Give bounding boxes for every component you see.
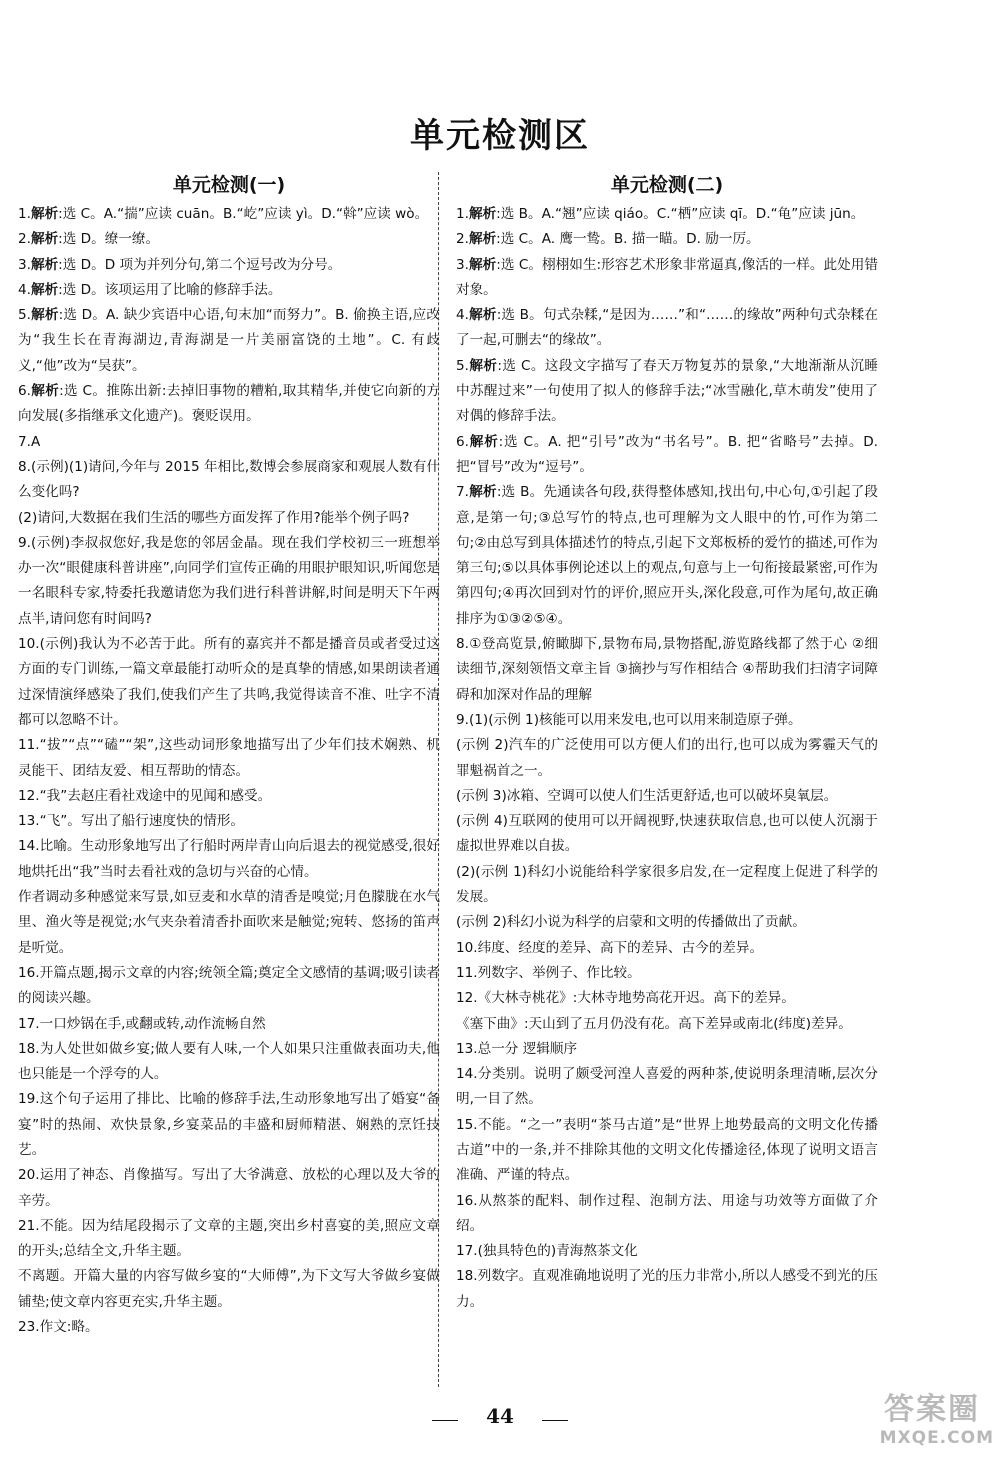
answer-text: 《塞下曲》:天山到了五月仍没有花。高下差异或南北(纬度)差异。 [456, 1015, 852, 1032]
answer-item [18, 455, 440, 506]
answer-item [18, 1012, 440, 1037]
answer-item [456, 480, 878, 632]
answer-text: 纬度、经度的差异、高下的差异、古今的差异。 [477, 939, 764, 956]
answer-number: 7. [456, 484, 469, 501]
answer-text: 运用了神态、肖像描写。写出了大爷满意、放松的心理以及大爷的辛劳。 [18, 1167, 440, 1209]
answer-text: :选 C。A. 把“引号”改为“书名号”。B. 把“省略号”去掉。D. 把“冒号”改为“逗号”。 [456, 433, 879, 475]
answer-number: 16. [456, 1192, 478, 1209]
right-column [456, 170, 878, 1315]
answer-item [18, 885, 440, 961]
footer-rule-left [432, 1420, 458, 1421]
answer-text: :选 C。推陈出新:去掉旧事物的糟粕,取其精华,并使它向新的方向发展(多指继承文化遗产)。褒贬误用。 [18, 383, 440, 425]
watermark-text-bottom: MXQE.COM [879, 1428, 994, 1448]
answer-number: 14. [18, 838, 40, 855]
answer-label: 解析 [30, 281, 59, 298]
answer-text: 一口炒锅在手,或翻或转,动作流畅自然 [39, 1015, 266, 1032]
answer-text: 不能。因为结尾段揭示了文章的主题,突出乡村喜宴的美,照应文章的开头;总结全文,升华主题。 [18, 1217, 440, 1260]
answer-item [456, 1062, 878, 1113]
left-answer-list [18, 202, 440, 1340]
answer-number: 17. [18, 1015, 40, 1032]
answer-text: 从熬茶的配料、制作过程、泡制方法、用途与功效等方面做了介绍。 [456, 1192, 878, 1234]
answer-text: 比喻。生动形象地写出了行船时两岸青山向后退去的视觉感受,很好地烘托出“我”当时去看社戏的急切与兴奋的心情。 [18, 838, 440, 880]
answer-text: :选 C。A. 鹰一鸷。B. 描一瞄。D. 励一厉。 [496, 231, 760, 248]
answer-item [456, 986, 878, 1011]
answer-number: 6. [456, 433, 469, 450]
answer-item [456, 733, 878, 784]
page-title: 单元检测区 [410, 116, 590, 156]
answer-text: ①登高览景,俯瞰脚下,景物布局,景物搭配,游览路线都了然于心 ②细读细节,深刻领悟文章主旨 ③摘抄与写作相结合 ④帮助我们扫清字词障碍和加深对作品的理解 [456, 636, 878, 703]
answer-text: :选 C。栩栩如生:形容艺术形象非常逼真,像活的一样。此处用错对象。 [456, 256, 879, 298]
answer-number: 13. [456, 1040, 478, 1057]
answer-item [456, 1113, 878, 1189]
answer-text: :选 D。A. 缺少宾语中心语,句末加“而努力”。B. 偷换主语,应改为“我生长在青海湖边,青海湖是一片美丽富饶的土地”。C. 有歧义,“他”改为“吴获”。 [18, 307, 441, 374]
answer-item [456, 1264, 878, 1315]
answer-number: 2. [18, 231, 31, 248]
answer-item [456, 1239, 878, 1264]
answer-number: 18. [18, 1040, 40, 1057]
answer-item [18, 253, 440, 278]
answer-number: 16. [18, 964, 40, 981]
answer-number: 19. [18, 1091, 40, 1108]
answer-item [18, 733, 440, 784]
answer-item [456, 253, 878, 304]
answer-number: 8. [456, 636, 469, 653]
answer-item [456, 303, 878, 354]
answer-item [456, 202, 878, 227]
answer-item [18, 303, 440, 379]
answer-label: 解析 [468, 484, 497, 501]
answer-item [18, 379, 440, 430]
answer-label: 解析 [468, 231, 497, 248]
answer-item [456, 961, 878, 986]
answer-number: 9. [18, 534, 31, 551]
answer-number: 14. [456, 1066, 478, 1083]
answer-item [456, 936, 878, 961]
answer-item [456, 1189, 878, 1240]
answer-text: (示例 2)汽车的广泛使用可以方便人们的出行,也可以成为雾霾天气的罪魁祸首之一。 [456, 737, 878, 779]
answer-number: 23. [18, 1319, 40, 1336]
answer-text: (2)(示例 1)科幻小说能给科学家很多启发,在一定程度上促进了科学的发展。 [456, 863, 878, 906]
answer-text: A [30, 433, 41, 450]
answer-label: 解析 [30, 307, 59, 324]
answer-number: 11. [456, 964, 478, 981]
answer-text: :选 D。缭一缭。 [58, 231, 160, 248]
section-title-right: 单元检测(二) [610, 174, 724, 196]
footer-rule-right [542, 1420, 568, 1421]
answer-label: 解析 [30, 383, 60, 400]
answer-item [18, 202, 440, 227]
answer-number: 20. [18, 1167, 40, 1184]
answer-text: 总一分 逻辑顺序 [477, 1040, 578, 1057]
answer-text: 开篇点题,揭示文章的内容;统领全篇;奠定全文感情的基调;吸引读者的阅读兴趣。 [18, 964, 440, 1007]
answer-number: 11. [18, 737, 40, 754]
answer-label: 解析 [468, 357, 498, 374]
answer-item [18, 531, 440, 632]
answer-number: 5. [18, 307, 31, 324]
answer-label: 解析 [30, 206, 59, 222]
answer-item [18, 1264, 440, 1315]
answer-text: (独具特色的)青海熬茶文化 [477, 1243, 638, 1260]
answer-item [18, 961, 440, 1012]
answer-number: 10. [456, 939, 478, 956]
answer-item [456, 1012, 878, 1037]
answer-item [18, 784, 440, 809]
answer-item [18, 1214, 440, 1265]
answer-number: 2. [456, 231, 469, 248]
answer-label: 解析 [468, 256, 497, 273]
answer-item [18, 834, 440, 885]
answer-number: 3. [18, 256, 31, 273]
answer-text: 作者调动多种感觉来写景,如豆麦和水草的清香是嗅觉;月色朦胧在水气里、渔火等是视觉;水气夹杂着清香扑面吹来是触觉;宛转、悠扬的笛声是听觉。 [18, 889, 440, 956]
answer-number: 4. [18, 281, 31, 298]
answer-item [456, 860, 878, 911]
answer-text: :选 D。D 项为并列分句,第二个逗号改为分号。 [58, 256, 342, 273]
answer-number: 21. [18, 1217, 40, 1234]
answer-text: 作文:略。 [39, 1319, 99, 1336]
answer-label: 解析 [468, 307, 497, 324]
answer-text: 列数字。直观准确地说明了光的压力非常小,所以人感受不到光的压力。 [456, 1268, 878, 1310]
answer-number: 12. [456, 990, 478, 1007]
answer-number: 12. [18, 787, 40, 804]
answer-text: 分类别。说明了颇受河湟人喜爱的两种茶,使说明条理清晰,层次分明,一目了然。 [456, 1066, 878, 1108]
left-column [18, 170, 440, 1340]
answer-text: :选 C。A.“揣”应读 cuān。B.“屹”应读 yì。D.“斡”应读 wò。 [58, 206, 429, 222]
answer-number: 8. [18, 458, 31, 475]
answer-number: 5. [456, 357, 469, 374]
answer-label: 解析 [468, 206, 497, 222]
column-divider [438, 172, 439, 1387]
answer-text: (示例)我认为不必苦于此。所有的嘉宾并不都是播音员或者受过这方面的专门训练,一篇文章最能打动听众的是真挚的情感,如果朗读者通过深情演绎感染了我们,使我们产生了共鸣,我觉得读音不准、吐字不清都可以忽略不计。 [18, 636, 440, 728]
watermark-text-top: 答案圈 [884, 1392, 980, 1427]
answer-item [18, 506, 440, 531]
right-answer-list [456, 202, 878, 1315]
answer-text: :选 B。先通读各句段,获得整体感知,找出句,中心句,①引起了段意,是第一句;③总写竹的特点,也可理解为文人眼中的竹,可作为第二句;②由总写到具体描述竹的特点,引起下文郑板桥的爱竹的描述,可作为第三句;⑤以具体事例论述以上的观点,句意与上一句衔接最紧密,可作为第四句;④再次回到对竹的评价,照应开头,深化段意,可作为尾句,故正确排序为①③②⑤④。 [456, 484, 879, 627]
answer-text: :选 C。这段文字描写了春天万物复苏的景象,“大地渐渐从沉睡中苏醒过来”一句使用了拟人的修辞手法;“冰雪融化,草木萌发”使用了对偶的修辞手法。 [456, 357, 878, 425]
answer-text: 《大林寺桃花》:大林寺地势高花开迟。高下的差异。 [477, 990, 795, 1007]
site-watermark-logo [789, 1392, 994, 1454]
answer-text: (示例 4)互联网的使用可以开阔视野,快速获取信息,也可以使人沉溺于虚拟世界难以自拔。 [456, 813, 878, 855]
answer-text: :选 B。A.“翘”应读 qiáo。C.“栖”应读 qī。D.“龟”应读 jūn。 [496, 206, 865, 222]
answer-item [18, 1163, 440, 1214]
answer-item [456, 1037, 878, 1062]
answer-text: 不离题。开篇大量的内容写做乡宴的“大师傅”,为下文写大爷做乡宴做铺垫;使文章内容更充实,升华主题。 [18, 1268, 440, 1310]
answer-text: (2)请问,大数据在我们生活的哪些方面发挥了作用?能举个例子吗? [18, 509, 410, 526]
answer-item [456, 227, 878, 252]
answer-label: 解析 [468, 433, 499, 450]
answer-number: 3. [456, 256, 469, 273]
section-title-left: 单元检测(一) [172, 174, 286, 196]
answer-item [456, 354, 878, 430]
answer-text: (示例)(1)请问,今年与 2015 年相比,数博会参展商家和观展人数有什么变化吗? [18, 458, 440, 501]
answer-item [18, 1315, 440, 1340]
answer-item [456, 708, 878, 733]
answer-text: (1)(示例 1)核能可以用来发电,也可以用来制造原子弹。 [468, 711, 802, 728]
answer-number: 1. [18, 206, 31, 222]
answer-number: 7. [18, 433, 31, 450]
answer-text: 列数字、举例子、作比较。 [477, 964, 641, 981]
answer-item [18, 278, 440, 303]
answer-text: 这个句子运用了排比、比喻的修辞手法,生动形象地写出了婚宴“备宴”时的热闹、欢快景象,乡宴菜品的丰盛和厨师精湛、娴熟的烹饪技艺。 [18, 1091, 440, 1158]
page-number: 44 [486, 1404, 514, 1428]
answer-label: 解析 [30, 231, 59, 248]
answer-item [456, 632, 878, 708]
answer-number: 15. [456, 1116, 478, 1133]
answer-item [18, 1087, 440, 1163]
answer-text: 为人处世如做乡宴;做人要有人味,一个人如果只注重做表面功夫,他也只能是一个浮夸的人。 [18, 1040, 440, 1083]
answer-number: 1. [456, 206, 469, 222]
answer-text: (示例 2)科幻小说为科学的启蒙和文明的传播做出了贡献。 [456, 914, 806, 931]
answer-item [18, 1037, 440, 1088]
answer-item [456, 809, 878, 860]
answer-text: (示例 3)冰箱、空调可以使人们生活更舒适,也可以破坏臭氧层。 [456, 787, 838, 804]
answer-text: :选 D。该项运用了比喻的修辞手法。 [58, 281, 282, 298]
answer-text: “拔”“点”“磕”“架”,这些动词形象地描写出了少年们技术娴熟、机灵能干、团结友爱、相互帮助的情态。 [18, 737, 440, 779]
answer-item [456, 430, 878, 481]
answer-text: “我”去赵庄看社戏途中的见闻和感受。 [39, 787, 272, 804]
answer-item [18, 809, 440, 834]
answer-number: 13. [18, 813, 40, 830]
answer-number: 9. [456, 711, 469, 728]
answer-item [18, 430, 440, 455]
answer-text: (示例)李叔叔您好,我是您的邻居金晶。现在我们学校初三一班想举办一次“眼健康科普讲座”,向同学们宣传正确的用眼护眼知识,听闻您是一名眼科专家,特委托我邀请您为我们进行科普讲解,时间是明天下午两点半,请问您有时间吗? [18, 534, 440, 627]
answer-number: 18. [456, 1268, 478, 1285]
answer-item [456, 910, 878, 935]
answer-number: 10. [18, 636, 40, 653]
answer-text: 不能。“之一”表明“茶马古道”是“世界上地势最高的文明文化传播古道”中的一条,并不排除其他的文明文化传播途径,体现了说明文语言准确、严谨的特点。 [456, 1116, 878, 1184]
answer-text: “飞”。写出了船行速度快的情形。 [39, 813, 245, 830]
answer-label: 解析 [30, 256, 59, 273]
answer-number: 6. [18, 383, 31, 400]
answer-number: 4. [456, 307, 469, 324]
answer-text: :选 B。句式杂糅,“是因为……”和“……的缘故”两种句式杂糅在了一起,可删去“的缘故”。 [456, 307, 879, 349]
answer-number: 17. [456, 1243, 478, 1260]
answer-item [18, 632, 440, 733]
answer-item [456, 784, 878, 809]
answer-item [18, 227, 440, 252]
